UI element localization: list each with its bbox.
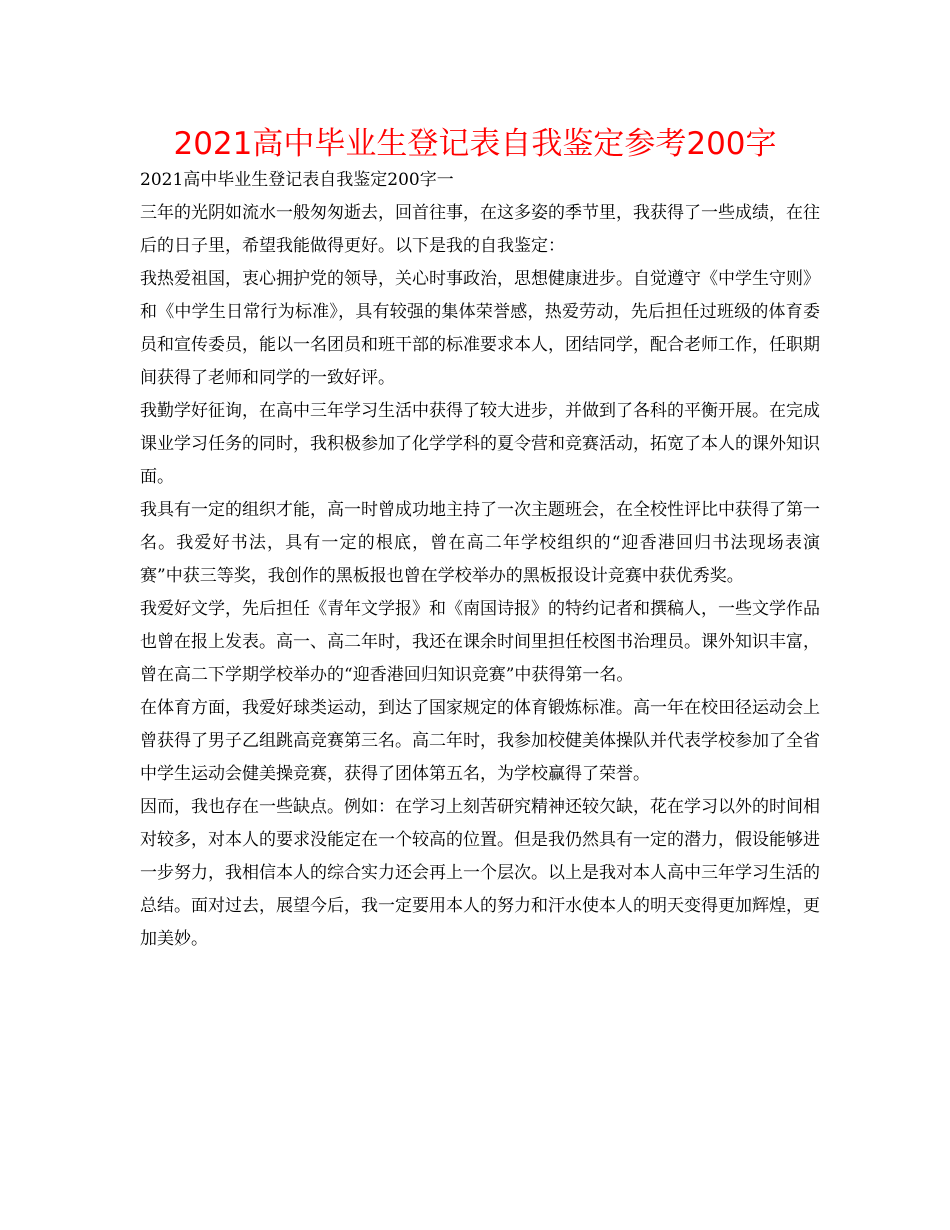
paragraph-sports: 在体育方面，我爱好球类运动，到达了国家规定的体育锻炼标准。高一年在校田径运动会上曾获得了男子乙组跳高竞赛第三名。高二年时，我参加校健美体操队并代表学校参加了全省中学生运动会健美操竞赛，获得了团体第五名，为学校赢得了荣誉。 [140, 698, 820, 784]
document-body [140, 164, 820, 956]
paragraph-literature: 我爱好文学，先后担任《青年文学报》和《南国诗报》的特约记者和撰稿人，一些文学作品也曾在报上发表。高一、高二年时，我还在课余时间里担任校图书治理员。课外知识丰富，曾在高二下学期学校举办的“迎香港回归知识竞赛”中获得第一名。 [140, 599, 820, 685]
document-subtitle: 2021高中毕业生登记表自我鉴定200字一 [140, 170, 454, 190]
paragraph-shortcomings: 因而，我也存在一些缺点。例如：在学习上刻苦研究精神还较欠缺，花在学习以外的时间相对较多，对本人的要求没能定在一个较高的位置。但是我仍然具有一定的潜力，假设能够进一步努力，我相信本人的综合实力还会再上一个层次。以上是我对本人高中三年学习生活的总结。面对过去，展望今后，我一定要用本人的努力和汗水使本人的明天变得更加辉煌，更加美妙。 [140, 797, 820, 949]
paragraph-organization: 我具有一定的组织才能，高一时曾成功地主持了一次主题班会，在全校性评比中获得了第一名。我爱好书法，具有一定的根底，曾在高二年学校组织的“迎香港回归书法现场表演赛”中获三等奖，我创作的黑板报也曾在学校举办的黑板报设计竞赛中获优秀奖。 [140, 500, 820, 586]
paragraph-intro: 三年的光阴如流水一般匆匆逝去，回首往事，在这多姿的季节里，我获得了一些成绩，在往后的日子里，希望我能做得更好。以下是我的自我鉴定： [140, 203, 820, 256]
paragraph-study: 我勤学好征询，在高中三年学习生活中获得了较大进步，并做到了各科的平衡开展。在完成课业学习任务的同时，我积极参加了化学学科的夏令营和竞赛活动，拓宽了本人的课外知识面。 [140, 401, 820, 487]
document-title: 2021高中毕业生登记表自我鉴定参考200字 [173, 126, 777, 162]
paragraph-ideology: 我热爱祖国，衷心拥护党的领导，关心时事政治，思想健康进步。自觉遵守《中学生守则》和《中学生日常行为标准》，具有较强的集体荣誉感，热爱劳动，先后担任过班级的体育委员和宣传委员，能以一名团员和班干部的标准要求本人，团结同学，配合老师工作，任职期间获得了老师和同学的一致好评。 [140, 269, 820, 388]
